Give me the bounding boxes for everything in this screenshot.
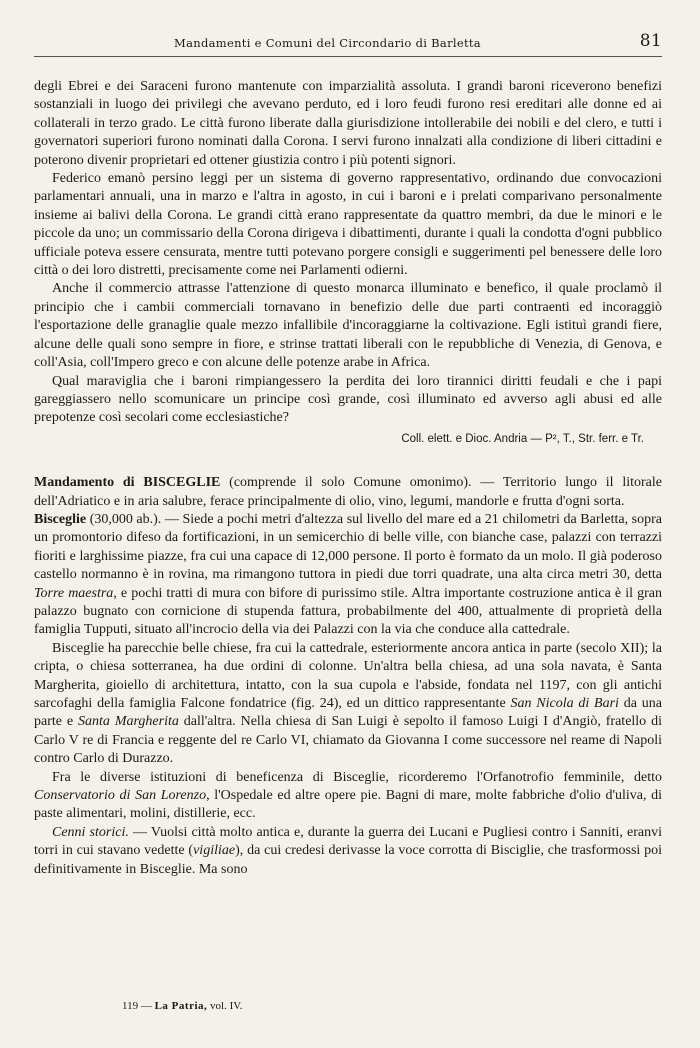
volume: vol. IV. (210, 1000, 243, 1012)
paragraph-chiese (34, 640, 662, 769)
vigiliae: vigiliae (193, 843, 236, 859)
torre-maestra: Torre maestra (34, 585, 114, 601)
electoral-info-line: Coll. elett. e Dioc. Andria — P², T., Str. ferr. e Tr. (401, 432, 644, 445)
istituzioni-text-b: , l'Ospedale ed altre opere pie. Bagni di mare, molte fabbriche d'olio d'uliva, di paste alimentari, molini, distillerie, ecc. (34, 788, 662, 822)
chiese-text-a: Bisceglie ha parecchie belle chiese, fra cui la cattedrale, esteriormente ancora antica in parte (secolo XII); la cripta, o chiesa sotterranea, ha due ordini di colonne. Un'altra bella chiesa, ad una sola navata, è Santa Margherita, gioiello di architettura, intatto, con la sua cupola e l'abside, fondata nel 1197, con gli antichi sarcofaghi della famiglia Falcone fondatrice (fig. 24), ed un dittico rappresentante (34, 640, 662, 711)
chiese-text-b: da una parte e (34, 696, 662, 730)
istituzioni-text-a: Fra le diverse istituzioni di beneficenza di Bisceglie, ricorderemo l'Orfanotrofio femminile, detto (52, 769, 662, 785)
mandamento-text: (comprende il solo Comune omonimo). — Territorio lungo il litorale dell'Adriatico e in aria salubre, ferace principalmente di olio, vino, legumi, mandorle e frutta d'ogni sorta. (34, 475, 662, 509)
bisceglie-text-b: , e pochi tratti di mura con bifore di purissimo stile. Altra importante costruzione antica è il gran palazzo bugnato con cornicione di stupenda fattura, probabilmente del 400, attualmente di proprietà della famiglia Tupputi, situato all'incrocio della via dei Palazzi con la via che conduce alla cattedrale. (34, 585, 662, 638)
cenni-text-b: ), da cui credesi derivasse la voce corrotta di Bisciglie, che trasformossi poi definitivamente in Bisceglie. Ma sono (34, 843, 662, 877)
cenni-text-a: — Vuolsi città molto antica e, durante la guerra dei Lucani e Pugliesi contro i Sanniti, eranvi torri in cui stavano vedette ( (34, 824, 662, 859)
bisceglie-heading: Bisceglie (34, 511, 87, 527)
paragraph-bisceglie (34, 511, 662, 640)
page-body (34, 78, 662, 879)
running-header (34, 30, 662, 57)
signature-number: 119 — (122, 1000, 152, 1012)
paragraph-mandamento (34, 474, 662, 511)
mandamento-heading: Mandamento di BISCEGLIE (34, 475, 221, 491)
santa-margherita: Santa Margherita (78, 714, 179, 730)
conservatorio: Conservatorio di San Lorenzo (34, 788, 207, 804)
paragraph-continuation: degli Ebrei e dei Saraceni furono mantenute con imparzialità assoluta. I grandi baroni riceverono benefizi sostanziali in luogo dei privilegi che avevano perduto, ed i loro feudi furono resi ereditari alle donne ed ai collaterali in terzo grado. Le città furono liberate dalla giurisdizione intollerabile dei nobili e del clero, e tutti i governatori superiori furono nominati dalla Corona. I servi furono innalzati alla condizione di liberi cittadini e poterono divenir proprietari ed ottener giustizia contro i più potenti signori. (34, 79, 662, 168)
paragraph-maraviglia: Qual maraviglia che i baroni rimpiangessero la perdita dei loro tirannici diritti feudali e che i papi gareggiassero nello scomunicare un principe così grande, così illuminato ed avverso agli abusi ed alle prepotenze così secolari come ecclesiastiche? (34, 373, 662, 426)
page-number: 81 (639, 31, 662, 51)
running-title: Mandamenti e Comuni del Circondario di Barletta (174, 36, 481, 50)
cenni-heading: Cenni storici. (52, 824, 129, 840)
paragraph-istituzioni (34, 769, 662, 824)
publication-title: La Patria, (154, 1000, 208, 1012)
paragraph-cenni (34, 824, 662, 879)
bisceglie-text-a: (30,000 ab.). — Siede a pochi metri d'altezza sul livello del mare ed a 21 chilometri da Barletta, sopra un promontorio difeso da fortificazioni, in un semicerchio di belle ville, con bianche case, palazzi con terrazzi fioriti e larghissime piazze, fra cui una capace di 12,000 persone. Il porto è formato da un molo. Il già poderoso castello normanno è in rovina, ma rimangono tuttora in piedi due torri quadrate, una alta circa metri 30, detta (34, 511, 662, 583)
paragraph-commercio: Anche il commercio attrasse l'attenzione di questo monarca illuminato e benefico, il quale proclamò il principio che i cambii commerciali tornavano in benefizio delle due parti contraenti ed incoraggiò l'esportazione delle granaglie quale mezzo infallibile d'incoraggiarne la coltivazione. Egli istituì grandi fiere, alcune delle quali sono sempre in fiore, e strinse trattati liberali con le repubbliche di Venezia, di Genova, e coll'Asia, coll'Impero greco e con alcune delle potenze arabe in Africa. (34, 281, 662, 371)
paragraph-federico: Federico emanò persino leggi per un sistema di governo rappresentativo, ordinando due convocazioni parlamentari annuali, una in marzo e l'altra in agosto, in cui i baroni e i prelati comparivano personalmente insieme ai balivi della Corona. Le grandi città erano rappresentate da quattro membri, da due le minori e le piccole da uno; un commissario della Corona dirigeva i dibattimenti, durante i quali la condotta d'ogni pubblico ufficiale poteva essere censurata, mentre tutti potevano porgere consigli e suggerimenti pel benessere delle loro città o dei loro distretti, precisamente come nei Parlamenti odierni. (34, 171, 662, 279)
chiese-text-c: dall'altra. Nella chiesa di San Luigi è sepolto il famoso Luigi I d'Angiò, fratello di Carlo V re di Francia e reggente del re Carlo VI, chiamato da Giovanna I come successore nel reame di Napoli contro Carlo di Durazzo. (34, 714, 662, 767)
signature-footer (122, 1000, 243, 1012)
san-nicola: San Nicola di Bari (510, 696, 619, 711)
